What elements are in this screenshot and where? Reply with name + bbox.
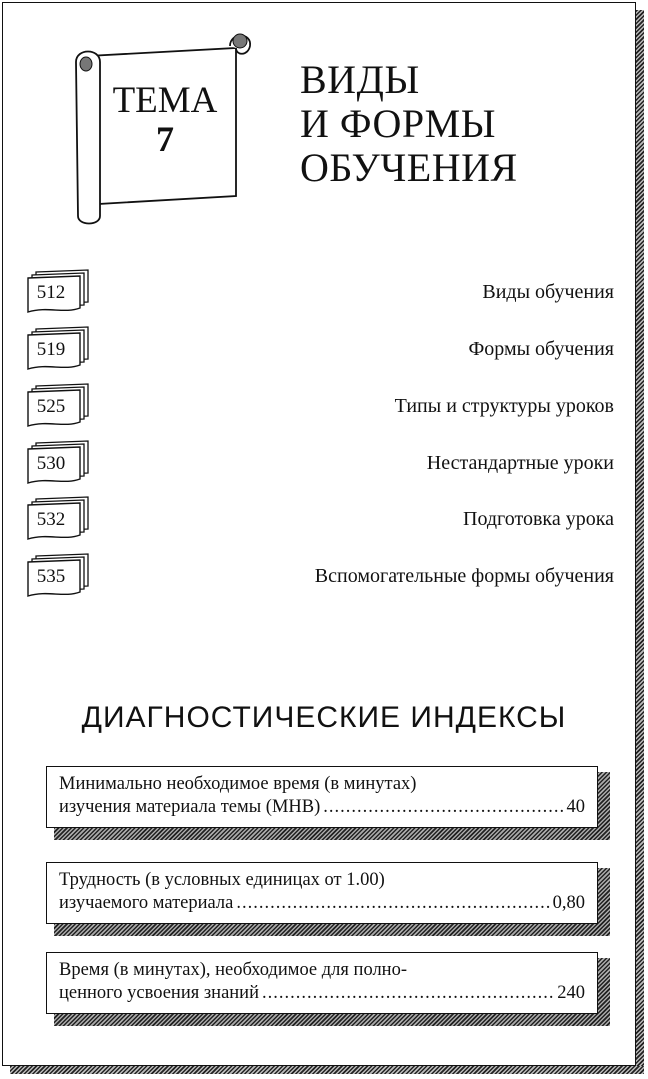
title-line-1: ВИДЫ	[300, 57, 420, 102]
diagnostics-title: ДИАГНОСТИЧЕСКИЕ ИНДЕКСЫ	[81, 701, 567, 734]
leader-dots	[323, 796, 563, 819]
page-shadow-bottom	[10, 1066, 644, 1074]
toc-page-number: 525	[36, 396, 66, 417]
diagnostic-value: 40	[566, 797, 585, 817]
diagnostic-line-2: ценного усвоения знаний	[59, 983, 259, 1003]
toc-page-number: 530	[36, 453, 66, 474]
toc-label: Виды обучения	[482, 281, 614, 303]
diagnostic-line-2: изучаемого материала	[59, 893, 234, 913]
topic-number: 7	[156, 119, 174, 159]
diagnostic-box-min-time	[46, 766, 598, 828]
title-line-2: И ФОРМЫ	[300, 101, 497, 146]
toc-page-number: 532	[36, 509, 66, 530]
toc-item-525[interactable]	[24, 382, 614, 428]
toc-page-number: 512	[36, 282, 66, 303]
toc-label: Вспомогательные формы обучения	[314, 565, 614, 587]
leader-dots	[236, 892, 549, 915]
toc-label: Типы и структуры уроков	[394, 395, 614, 417]
diagnostic-line-1: Время (в минутах), необходимое для полно-	[59, 960, 407, 980]
toc-item-519[interactable]	[24, 325, 614, 371]
diagnostic-value: 240	[557, 983, 585, 1003]
diagnostic-value: 0,80	[552, 893, 585, 913]
toc-item-512[interactable]	[24, 268, 614, 314]
topic-label	[100, 82, 230, 158]
diagnostic-box-difficulty	[46, 862, 598, 924]
diagnostic-line-2: изучения материала темы (МНВ)	[59, 797, 321, 817]
page-shadow-right	[636, 10, 644, 1073]
toc-label: Нестандартные уроки	[426, 452, 614, 474]
toc-label: Формы обучения	[468, 338, 614, 360]
leader-dots	[262, 982, 554, 1005]
diagnostic-box-full-time	[46, 952, 598, 1014]
topic-word: ТЕМА	[112, 80, 218, 121]
toc-item-532[interactable]	[24, 495, 614, 541]
diagnostic-line-1: Минимально необходимое время (в минутах)	[59, 774, 417, 794]
toc-label: Подготовка урока	[463, 508, 614, 530]
title-line-3: ОБУЧЕНИЯ	[300, 145, 518, 190]
toc-page-number: 519	[36, 339, 66, 360]
toc-page-number: 535	[36, 566, 66, 587]
page-title	[300, 58, 518, 190]
toc-item-535[interactable]	[24, 552, 614, 598]
diagnostic-line-1: Трудность (в условных единицах от 1.00)	[59, 870, 385, 890]
toc-item-530[interactable]	[24, 439, 614, 485]
